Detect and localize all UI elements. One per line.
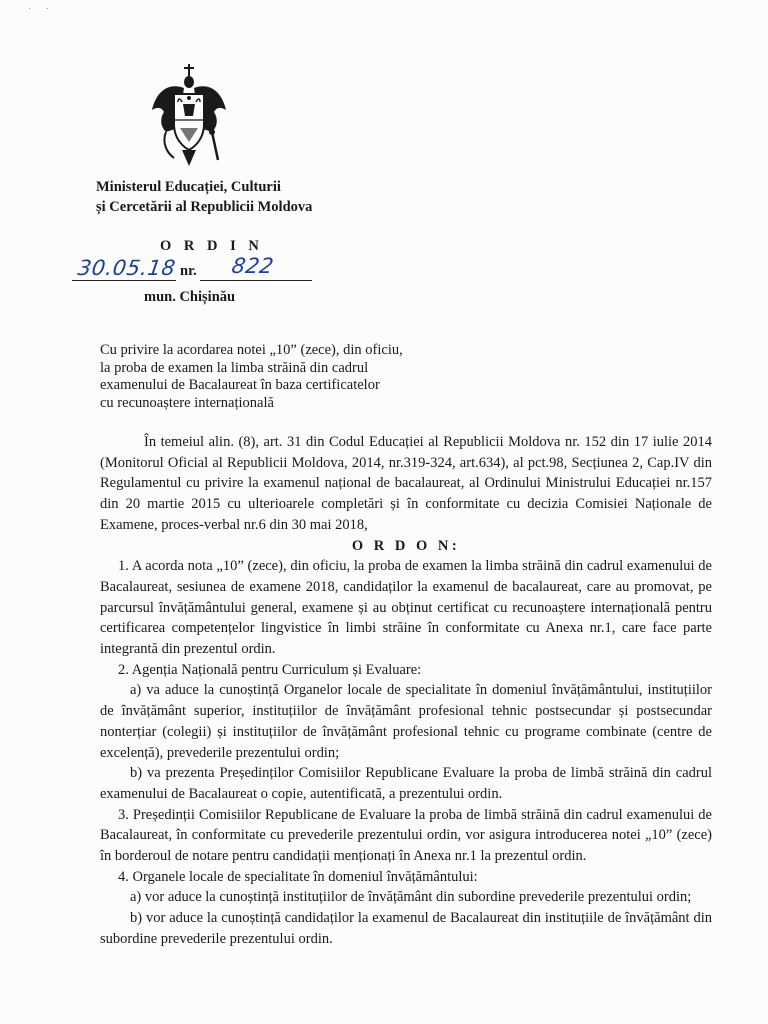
date-underline xyxy=(72,280,176,281)
subject-line: cu recunoaștere internațională xyxy=(100,394,274,411)
handwritten-date: 30.05.18 xyxy=(76,256,178,280)
number-underline xyxy=(200,280,312,281)
preamble-paragraph: În temeiul alin. (8), art. 31 din Codul Educației al Republicii Moldova nr. 152 din 17 iulie 2014 (Monitorul Oficial al Republicii Moldova, 2014, nr.319-324, art.634), al pct.98, Secțiunea 2, Cap.IV din Regulamentul cu privire la examenul național de bacalaureat, al Ordinului Ministrului Educației nr.157 din 20 martie 2015 cu ulterioarele completări și în conformitate cu decizia Comisiei Naționale de Examene, proces-verbal nr.6 din 30 mai 2018, xyxy=(100,434,712,533)
ministry-name-line1: Ministerul Educației, Culturii xyxy=(96,179,281,195)
handwritten-number: 822 xyxy=(229,254,276,278)
subject-line: Cu privire la acordarea notei „10” (zece), din oficiu, xyxy=(100,342,403,358)
item-2b: b) va prezenta Președinților Comisiilor Republicane Evaluare la proba de limbă străină din cadrul examenului de Bacalaureat o copie, autentificată, a prezentului ordin. xyxy=(100,765,712,802)
order-date-number-line xyxy=(72,256,312,282)
item-3: 3. Președinții Comisiilor Republicane de Evaluare la proba de limbă străină din cadrul examenului de Bacalaureat, în conformitate cu prevederile prezentului ordin, vor asigura introducerea notei „10” (zece) în borderoul de notare pentru candidații menționați în Anexa nr.1 la prezentul ordin. xyxy=(100,806,712,865)
item-1: 1. A acorda nota „10” (zece), din oficiu, la proba de examen la limba străină din cadrul examenului de Bacalaureat, sesiunea de examene 2018, candidaților la examenul de bacalaureat, care au promovat, pe parcursul învățământului general, examene și au obținut certificat cu recunoaștere internațională pentru certificarea competențelor lingvistice în limbi străine în conformitate cu Anexa nr.1, care face parte integrantă din prezentul ordin. xyxy=(100,558,712,658)
order-subject xyxy=(100,342,500,412)
scan-marks: · · xyxy=(28,4,56,15)
moldova-coat-of-arms-icon xyxy=(148,62,230,170)
number-label: nr. xyxy=(180,263,197,279)
ministry-header xyxy=(96,177,316,217)
ministry-name-line2: și Cercetării al Republicii Moldova xyxy=(96,199,313,215)
subject-line: la proba de examen la limba străină din cadrul xyxy=(100,359,369,376)
item-4a: a) vor aduce la cunoștință instituțiilor de învățământ din subordine prevederile prezentului ordin; xyxy=(130,889,692,906)
item-4: 4. Organele locale de specialitate în domeniul învățământului: xyxy=(118,868,478,885)
item-2a: a) va aduce la cunoștință Organelor locale de specialitate în domeniul învățământului, instituțiilor de învățământ superior, instituțiilor de învățământ profesional tehnic postsecundar și postsecundar nonterțiar (colegii) și instituțiilor de învățământ profesional tehnic cu programe combinate (centre de excelență), prevederile prezentului ordin; xyxy=(100,682,712,761)
subject-line: examenului de Bacalaureat în baza certificatelor xyxy=(100,377,380,393)
order-body xyxy=(100,432,712,950)
item-2: 2. Agenția Națională pentru Curriculum și Evaluare: xyxy=(118,661,422,678)
order-title: O R D I N xyxy=(160,238,264,254)
ordon-heading: O R D O N: xyxy=(351,537,461,554)
item-4b: b) vor aduce la cunoștință candidaților la examenul de Bacalaureat din instituțiile de învățământ din subordine prevederile prezentului ordin. xyxy=(100,910,712,947)
city-location: mun. Chișinău xyxy=(144,289,236,305)
